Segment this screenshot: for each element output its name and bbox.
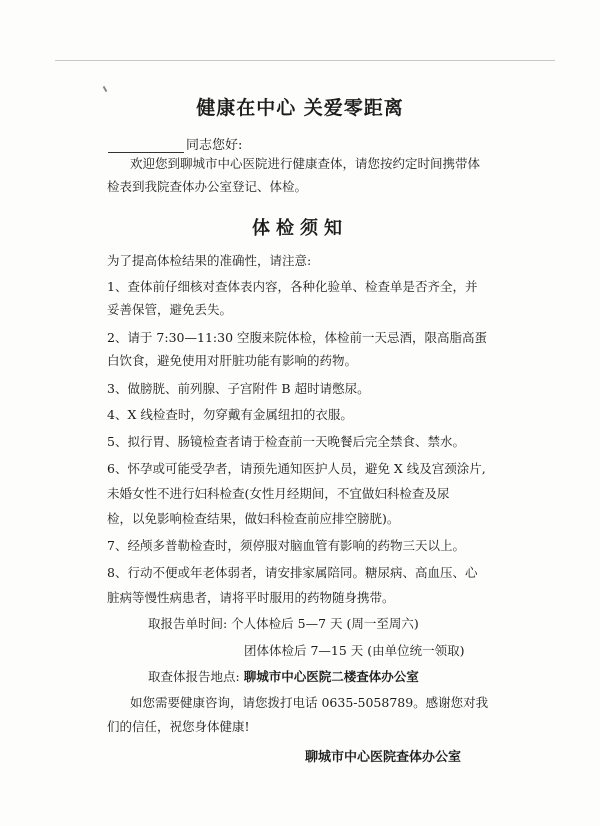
report-time-line-2: 团体体检后 7—15 天 (由单位统一领取) <box>244 643 465 658</box>
intro-line-1: 欢迎您到聊城市中心医院进行健康查体，请您按约定时间携带体 <box>130 156 481 171</box>
signature-office: 聊城市中心医院查体办公室 <box>305 750 462 765</box>
notice-title: 体检须知 <box>252 218 348 239</box>
report-time-line-1: 取报告单时间: 个人体检后 5—7 天 (周一至周六) <box>148 616 419 631</box>
page-title: 健康在中心 关爱零距离 <box>196 97 404 119</box>
notice-lead: 为了提高体检结果的准确性，请注意: <box>107 253 312 268</box>
top-rule-line <box>55 60 555 61</box>
report-place <box>148 666 419 688</box>
greeting <box>108 134 242 153</box>
notice-item-5: 5、拟行胃、肠镜检查者请于检查前一天晚餐后完全禁食、禁水。 <box>107 434 465 449</box>
name-blank-line <box>108 140 184 153</box>
notice-item-8-line-1: 8、行动不便或年老体弱者，请安排家属陪同。糖尿病、高血压、心 <box>107 565 478 580</box>
notice-item-8-line-2: 脏病等慢性病患者，请将平时服用的药物随身携带。 <box>107 590 395 605</box>
notice-item-6-line-3: 检，以免影响检查结果，做妇科检查前应排空膀胱)。 <box>107 511 400 526</box>
report-place-label: 取查体报告地点: <box>148 669 240 684</box>
consult-line-2: 们的信任，祝您身体健康! <box>107 719 250 734</box>
notice-item-4: 4、X 线检查时，勿穿戴有金属纽扣的衣服。 <box>107 407 353 422</box>
notice-item-3: 3、做膀胱、前列腺、子宫附件 B 超时请憋尿。 <box>107 381 370 396</box>
notice-item-2-line-1: 2、请于 7:30—11:30 空腹来院体检，体检前一天忌酒，限高脂高蛋 <box>107 330 487 345</box>
consult-line-1: 如您需要健康咨询，请您拨打电话 0635-5058789。感谢您对我 <box>130 695 489 710</box>
notice-item-2-line-2: 白饮食，避免使用对肝脏功能有影响的药物。 <box>107 353 358 368</box>
notice-item-6-line-1: 6、怀孕或可能受孕者，请预先通知医护人员，避免 X 线及宫颈涂片, <box>107 461 486 476</box>
report-place-value: 聊城市中心医院二楼查体办公室 <box>243 669 419 684</box>
notice-item-6-line-2: 未婚女性不进行妇科检查(女性月经期间，不宜做妇科检查及尿 <box>107 486 450 501</box>
notice-item-1-line-1: 1、查体前仔细核对查体表内容，各种化验单、检查单是否齐全，并 <box>107 279 478 294</box>
notice-item-7: 7、经颅多普勒检查时，须停服对脑血管有影响的药物三天以上。 <box>107 538 465 553</box>
intro-line-2: 检表到我院查体办公室登记、体检。 <box>107 179 308 194</box>
notice-item-1-line-2: 妥善保管，避免丢失。 <box>107 302 233 317</box>
scan-mark <box>103 86 108 92</box>
greeting-text: 同志您好: <box>186 138 243 153</box>
